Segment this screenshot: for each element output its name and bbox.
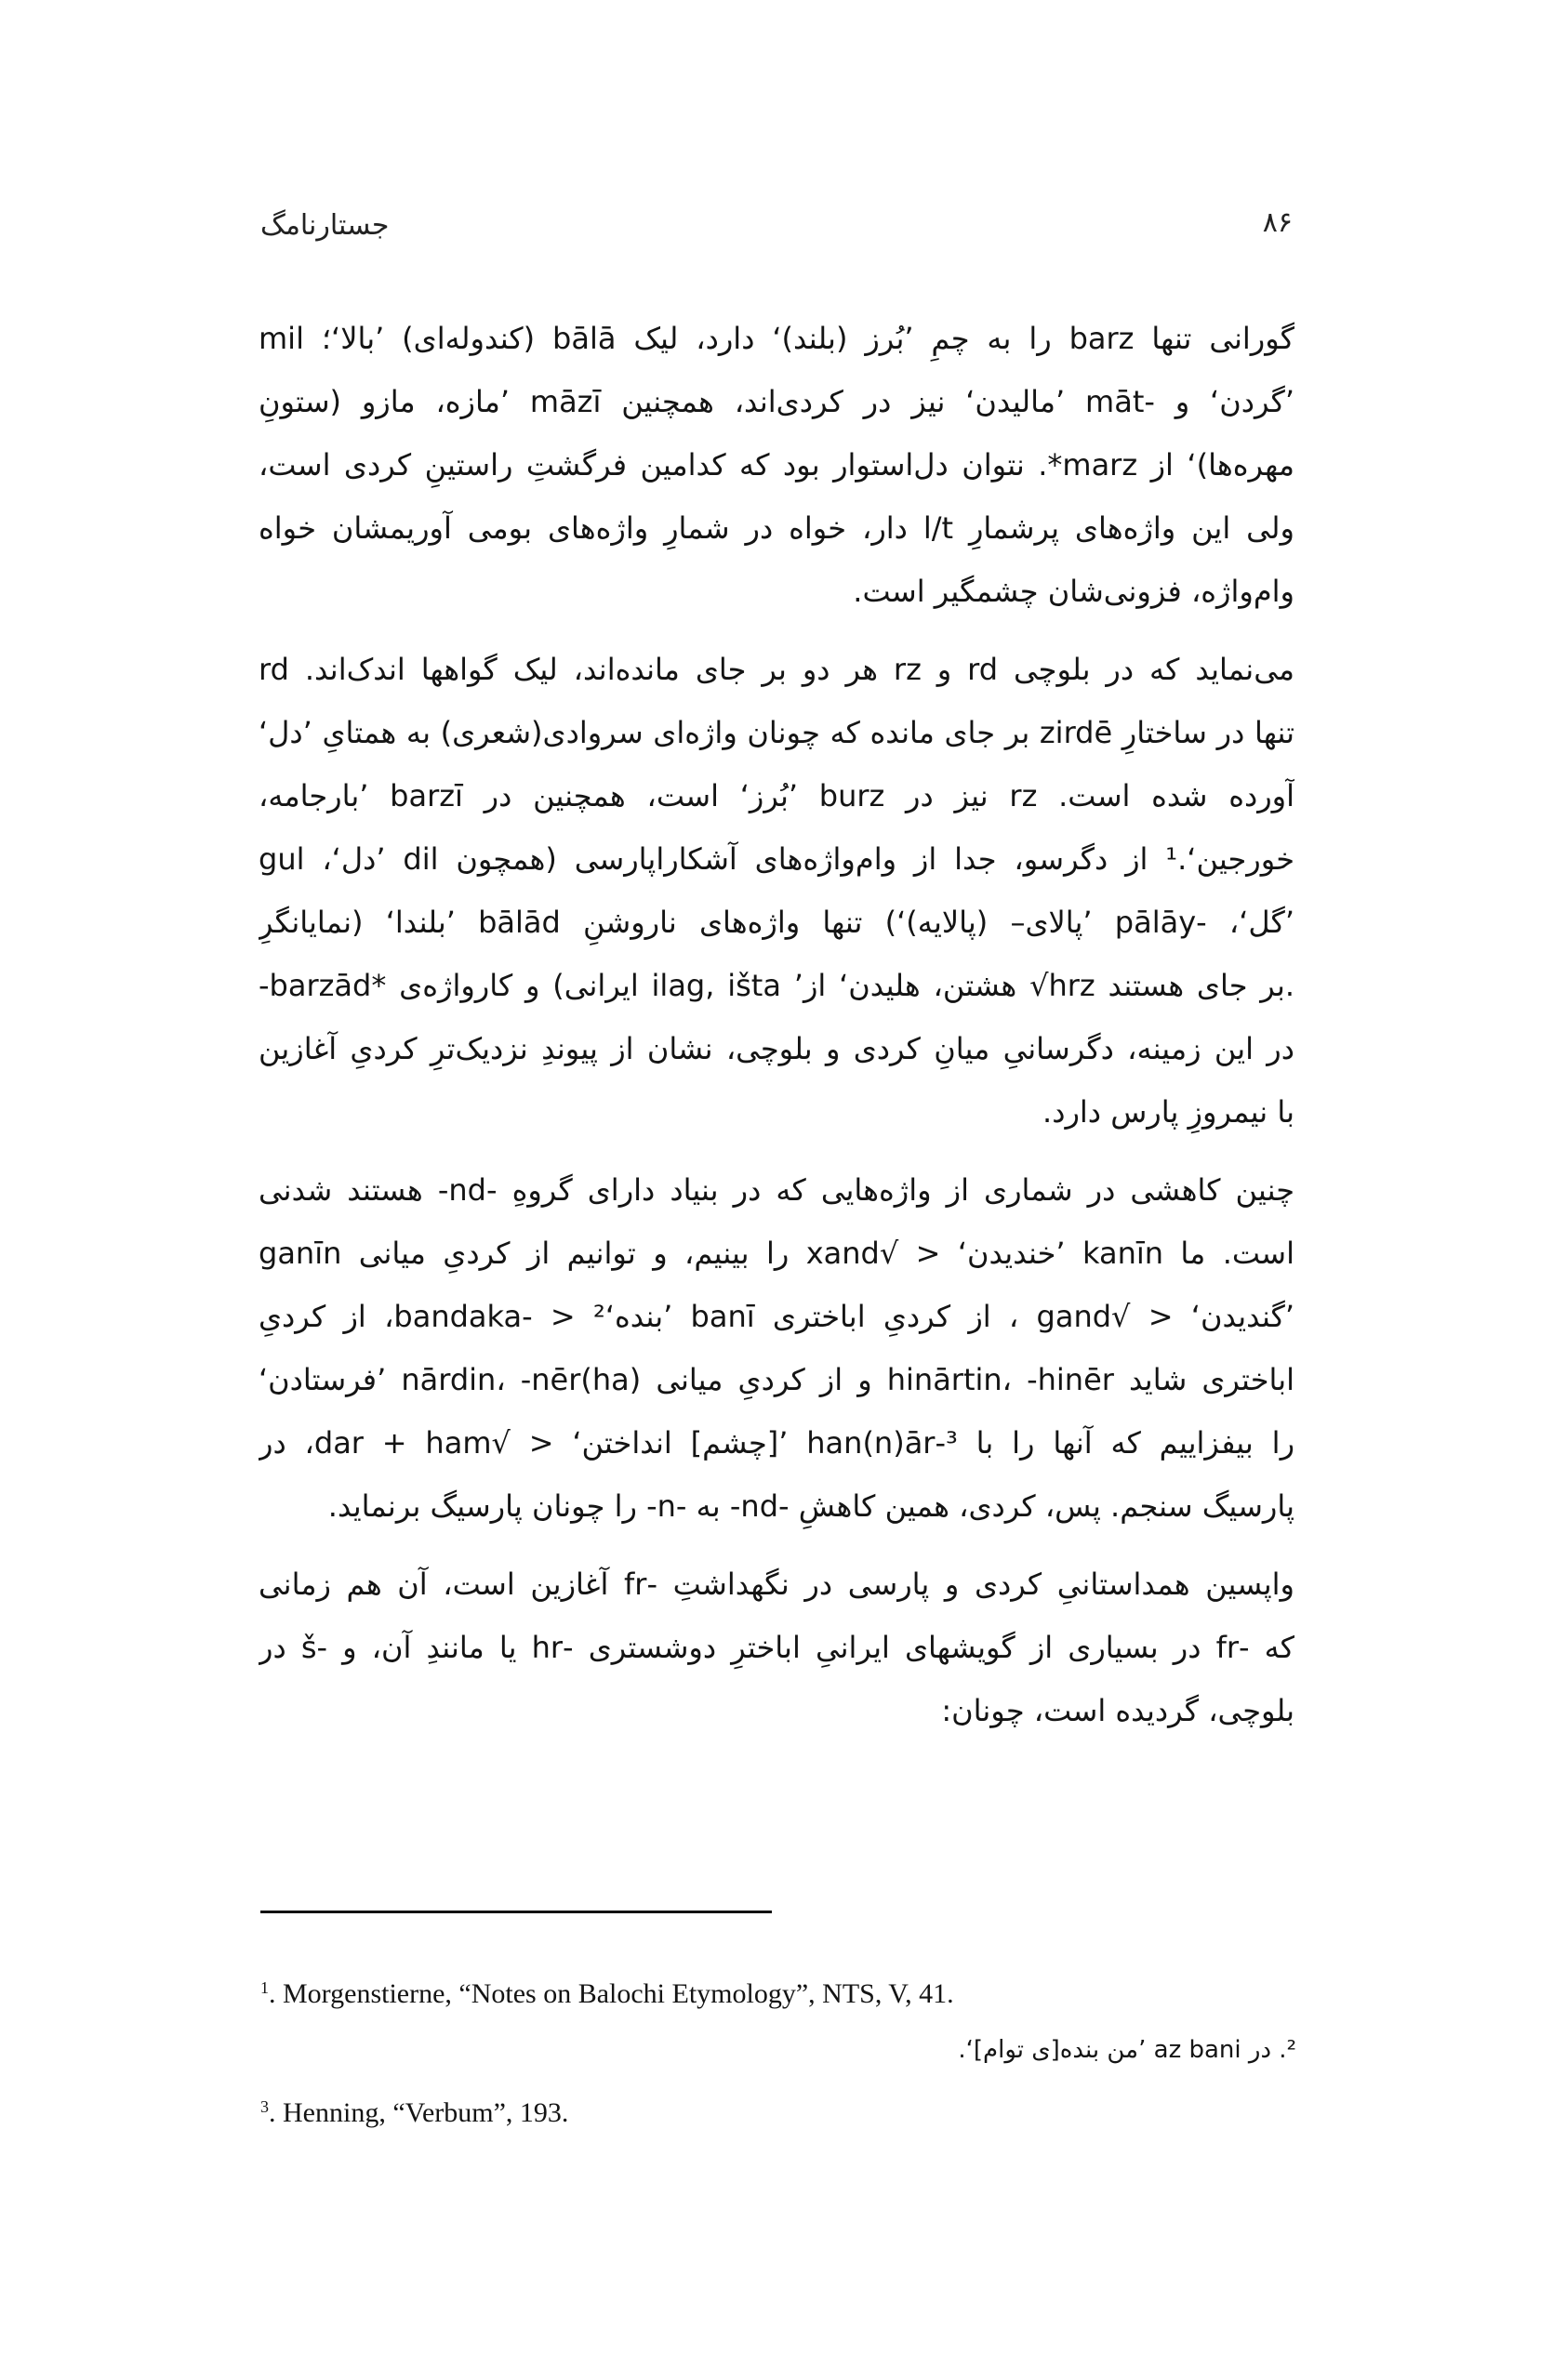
- text-line: می‌نماید که در بلوچی rd و rz هر دو بر جای مانده‌اند، لیک گواهها اندک‌اند. rd: [259, 652, 1294, 687]
- text-line: که -fr در بسیاری از گویشهای ایرانیِ اباخترِ دوشستری -hr یا مانندِ آن، و -š در: [259, 1630, 1294, 1665]
- running-title: جستارنامگ: [260, 209, 390, 242]
- text-line: اباختری شاید hinārtin، -hinēr و از کردیِ میانی (ha)nārdin، -nēr ’فرستادن‘: [259, 1362, 1294, 1397]
- footnote-3: [260, 2097, 1296, 2129]
- text-line: در این زمینه، دگرسانیِ میانِ کردی و بلوچی، نشان از پیوندِ نزدیک‌ترِ کردیِ آغازین: [259, 1031, 1294, 1066]
- text-line: مهره‌ها)‘ از marz*. نتوان دل‌استوار بود که کدامین فرگشتِ راستینِ کردی است،: [259, 447, 1294, 483]
- text-line: با نیمروزِ پارس دارد.: [1042, 1094, 1294, 1130]
- paragraph-3: [259, 1158, 1294, 1538]
- text-line: خورجین‘.¹ از دگرسو، جدا از وام‌واژه‌های آشکاراپارسی (همچون dil ’دل‘، gul: [259, 841, 1294, 877]
- text-line: را بیفزاییم که آنها را با ³-han(n)ār ’[چشم] انداختن‘ < √dar + ham، در: [259, 1425, 1294, 1461]
- text-line: واپسین همداستانیِ کردی و پارسی در نگهداشتِ -fr آغازین است، آن هم زمانی: [259, 1567, 1294, 1602]
- text-line: گورانی تنها barz را به چمِ ’بُرز (بلند)‘ دارد، لیک bālā (کندوله‌ای) ’بالا‘؛ mil: [259, 321, 1294, 356]
- footnote-1-mark: 1: [260, 1978, 269, 1997]
- footnote-2: ². در az bani ’من بنده[ی توام]‘.: [958, 2036, 1296, 2064]
- paragraph-2: [259, 638, 1294, 1144]
- text-line: -barzād* ایرانی) و کارواژه‌ی ilag, išta ’هشتن، هلیدن‘ از √hrz بر جای هستند.: [259, 968, 1294, 1003]
- body-text: [259, 307, 1294, 1757]
- text-line: چنین کاهشی در شماری از واژه‌هایی که در بنیاد دارای گروهِ -nd- هستند شدنی: [259, 1172, 1294, 1208]
- footnote-separator: [260, 1911, 772, 1913]
- paragraph-1: [259, 307, 1294, 623]
- page-number: ۸۶: [1262, 206, 1293, 239]
- footnote-3-mark: 3: [260, 2097, 269, 2116]
- text-line: وام‌واژه، فزونی‌شان چشمگیر است.: [853, 574, 1294, 609]
- text-line: است. ما kanīn ’خندیدن‘ < √xand را بینیم، و توانیم از کردیِ میانی ganīn: [259, 1236, 1294, 1271]
- footnote-1: [260, 1978, 1296, 2010]
- text-line: تنها در ساختارِ zirdē بر جای مانده که چونان واژه‌ای سروادی(شعری) به همتایِ ’دل‘: [259, 715, 1294, 750]
- text-line: ’گل‘، -pālāy ’پالای– (پالایه)‘) تنها واژه‌های ناروشنِ bālād ’بلندا‘ (نمایانگرِ: [259, 905, 1294, 940]
- text-line: ولی این واژه‌های پرشمارِ l/t دار، خواه در شمارِ واژه‌های بومی آوریمشان خواه: [259, 510, 1294, 546]
- footnote-1-text: . Morgenstierne, “Notes on Balochi Etymology”, NTS, V, 41.: [269, 1978, 954, 2009]
- text-line: بلوچی، گردیده است، چونان:: [941, 1693, 1294, 1728]
- text-line: آورده شده است. rz نیز در burz ’بُرز‘ است، همچنین در barzī ’بارجامه،: [259, 778, 1294, 813]
- text-line: ’گردن‘ و -māt ’مالیدن‘ نیز در کردی‌اند، همچنین māzī ’مازه، مازو (ستونِ: [259, 384, 1294, 419]
- text-line: ’گندیدن‘ < √gand ، از کردیِ اباختری banī ’بنده‘² < -bandaka، از کردیِ: [259, 1299, 1294, 1334]
- text-line: پارسیگ سنجم. پس، کردی، همین کاهشِ -nd- به -n- را چونان پارسیگ برنماید.: [327, 1488, 1294, 1524]
- footnote-3-text: . Henning, “Verbum”, 193.: [269, 2097, 569, 2128]
- paragraph-4: [259, 1553, 1294, 1742]
